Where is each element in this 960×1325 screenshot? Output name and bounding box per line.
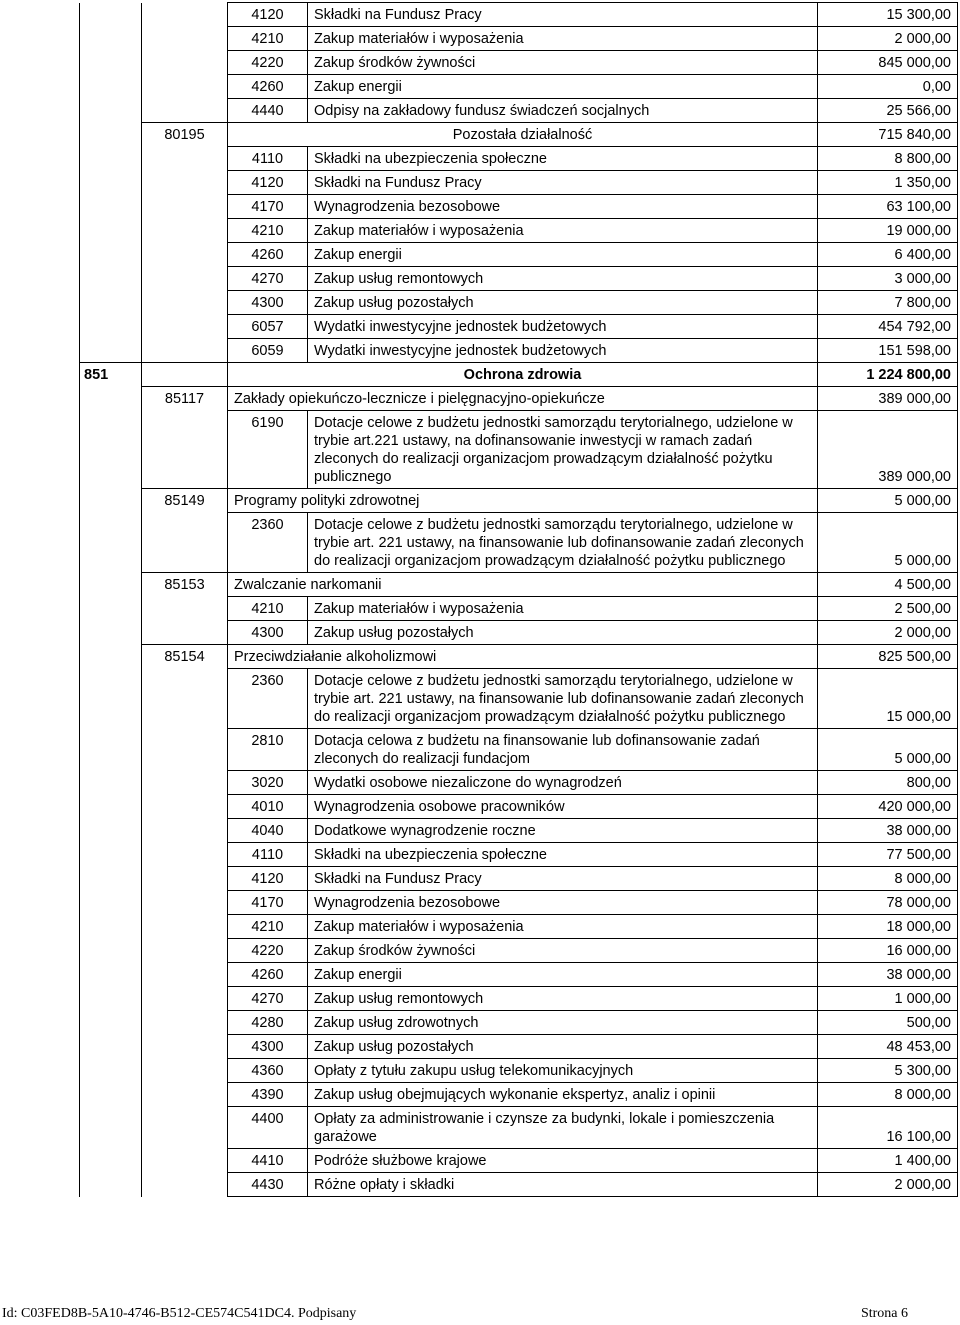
dzial-cell <box>80 339 142 363</box>
rozdzial-cell <box>142 867 228 891</box>
table-row <box>80 387 958 411</box>
table-row <box>80 621 958 645</box>
dzial-cell <box>80 573 142 597</box>
rozdzial-amount: 389 000,00 <box>818 387 958 411</box>
rozdzial-cell <box>142 1011 228 1035</box>
paragraf-amount: 3 000,00 <box>818 267 958 291</box>
table-row <box>80 363 958 387</box>
paragraf-name: Składki na ubezpieczenia społeczne <box>308 147 818 171</box>
paragraf-amount: 5 300,00 <box>818 1059 958 1083</box>
table-row <box>80 195 958 219</box>
dzial-cell <box>80 99 142 123</box>
table-row <box>80 1107 958 1149</box>
paragraf-amount: 800,00 <box>818 771 958 795</box>
dzial-cell <box>80 1107 142 1149</box>
paragraf-amount: 2 000,00 <box>818 1173 958 1197</box>
paragraf-code: 4440 <box>228 99 308 123</box>
rozdzial-cell <box>142 795 228 819</box>
rozdzial-cell <box>142 1149 228 1173</box>
rozdzial-cell <box>142 771 228 795</box>
rozdzial-name: Pozostała działalność <box>228 123 818 147</box>
paragraf-amount: 16 000,00 <box>818 939 958 963</box>
paragraf-name: Zakup usług obejmujących wykonanie ekspertyz, analiz i opinii <box>308 1083 818 1107</box>
dzial-cell <box>80 3 142 27</box>
rozdzial-cell <box>142 1059 228 1083</box>
dzial-cell <box>80 267 142 291</box>
rozdzial-name: Programy polityki zdrowotnej <box>228 489 818 513</box>
table-row <box>80 987 958 1011</box>
paragraf-code: 6190 <box>228 411 308 489</box>
table-row <box>80 771 958 795</box>
table-row <box>80 1149 958 1173</box>
rozdzial-name: Zakłady opiekuńczo-lecznicze i pielęgnacyjno-opiekuńcze <box>228 387 818 411</box>
paragraf-amount: 77 500,00 <box>818 843 958 867</box>
paragraf-code: 4210 <box>228 597 308 621</box>
paragraf-name: Opłaty z tytułu zakupu usług telekomunikacyjnych <box>308 1059 818 1083</box>
rozdzial-cell <box>142 669 228 729</box>
paragraf-name: Zakup usług zdrowotnych <box>308 1011 818 1035</box>
dzial-cell <box>80 411 142 489</box>
paragraf-amount: 38 000,00 <box>818 819 958 843</box>
rozdzial-cell <box>142 315 228 339</box>
paragraf-name: Odpisy na zakładowy fundusz świadczeń socjalnych <box>308 99 818 123</box>
paragraf-code: 4120 <box>228 171 308 195</box>
paragraf-name: Opłaty za administrowanie i czynsze za budynki, lokale i pomieszczenia garażowe <box>308 1107 818 1149</box>
dzial-cell <box>80 75 142 99</box>
dzial-cell <box>80 819 142 843</box>
table-row <box>80 939 958 963</box>
dzial-cell <box>80 1011 142 1035</box>
paragraf-name: Dotacje celowe z budżetu jednostki samorządu terytorialnego, udzielone w trybie art. 221 ustawy, na finansowanie lub dofinansowanie zadań zleconych do realizacji organizacjom prowadzącym działalność pożytku publicznego <box>308 669 818 729</box>
dzial-cell <box>80 1035 142 1059</box>
dzial-cell <box>80 489 142 513</box>
paragraf-name: Dotacja celowa z budżetu na finansowanie lub dofinansowanie zadań zleconych do realizacji fundacjom <box>308 729 818 771</box>
budget-table <box>79 2 958 1197</box>
paragraf-name: Zakup energii <box>308 75 818 99</box>
paragraf-amount: 1 400,00 <box>818 1149 958 1173</box>
paragraf-name: Zakup materiałów i wyposażenia <box>308 219 818 243</box>
paragraf-amount: 8 000,00 <box>818 867 958 891</box>
dzial-cell <box>80 315 142 339</box>
table-row <box>80 867 958 891</box>
paragraf-name: Zakup materiałów i wyposażenia <box>308 915 818 939</box>
dzial-cell <box>80 867 142 891</box>
table-row <box>80 795 958 819</box>
dzial-cell <box>80 171 142 195</box>
paragraf-name: Składki na Fundusz Pracy <box>308 171 818 195</box>
table-row <box>80 513 958 573</box>
rozdzial-amount: 5 000,00 <box>818 489 958 513</box>
rozdzial-cell <box>142 171 228 195</box>
rozdzial-cell <box>142 1173 228 1197</box>
rozdzial-cell <box>142 597 228 621</box>
dzial-cell <box>80 291 142 315</box>
paragraf-name: Wynagrodzenia bezosobowe <box>308 195 818 219</box>
table-row <box>80 27 958 51</box>
rozdzial-cell <box>142 1083 228 1107</box>
rozdzial-cell <box>142 219 228 243</box>
paragraf-code: 4220 <box>228 51 308 75</box>
paragraf-amount: 18 000,00 <box>818 915 958 939</box>
paragraf-amount: 19 000,00 <box>818 219 958 243</box>
dzial-cell <box>80 147 142 171</box>
paragraf-code: 4110 <box>228 147 308 171</box>
paragraf-code: 4400 <box>228 1107 308 1149</box>
rozdzial-cell <box>142 99 228 123</box>
paragraf-code: 4220 <box>228 939 308 963</box>
page-number: Strona 6 <box>860 1306 908 1321</box>
paragraf-code: 4010 <box>228 795 308 819</box>
dzial-cell <box>80 195 142 219</box>
paragraf-name: Składki na Fundusz Pracy <box>308 3 818 27</box>
paragraf-name: Wydatki osobowe niezaliczone do wynagrodzeń <box>308 771 818 795</box>
table-row <box>80 147 958 171</box>
table-row <box>80 267 958 291</box>
table-row <box>80 411 958 489</box>
paragraf-name: Zakup energii <box>308 243 818 267</box>
rozdzial-cell <box>142 1107 228 1149</box>
table-row <box>80 3 958 27</box>
rozdzial-cell <box>142 363 228 387</box>
paragraf-code: 6057 <box>228 315 308 339</box>
rozdzial-cell <box>142 939 228 963</box>
paragraf-amount: 6 400,00 <box>818 243 958 267</box>
paragraf-name: Wydatki inwestycyjne jednostek budżetowych <box>308 315 818 339</box>
rozdzial-code: 85117 <box>142 387 228 411</box>
paragraf-code: 4390 <box>228 1083 308 1107</box>
paragraf-code: 4260 <box>228 963 308 987</box>
paragraf-name: Zakup usług pozostałych <box>308 291 818 315</box>
table-row <box>80 597 958 621</box>
table-row <box>80 291 958 315</box>
rozdzial-cell <box>142 891 228 915</box>
table-row <box>80 891 958 915</box>
table-row <box>80 843 958 867</box>
paragraf-amount: 420 000,00 <box>818 795 958 819</box>
dzial-cell <box>80 987 142 1011</box>
rozdzial-amount: 4 500,00 <box>818 573 958 597</box>
table-row <box>80 1173 958 1197</box>
paragraf-amount: 48 453,00 <box>818 1035 958 1059</box>
paragraf-name: Zakup usług remontowych <box>308 987 818 1011</box>
paragraf-name: Składki na ubezpieczenia społeczne <box>308 843 818 867</box>
table-row <box>80 645 958 669</box>
paragraf-code: 4210 <box>228 219 308 243</box>
rozdzial-cell <box>142 195 228 219</box>
dzial-cell <box>80 915 142 939</box>
dzial-cell <box>80 645 142 669</box>
paragraf-code: 4300 <box>228 621 308 645</box>
paragraf-code: 4260 <box>228 243 308 267</box>
paragraf-name: Zakup energii <box>308 963 818 987</box>
paragraf-amount: 16 100,00 <box>818 1107 958 1149</box>
table-row <box>80 669 958 729</box>
dzial-cell <box>80 1149 142 1173</box>
paragraf-amount: 78 000,00 <box>818 891 958 915</box>
paragraf-amount: 5 000,00 <box>818 513 958 573</box>
paragraf-name: Dodatkowe wynagrodzenie roczne <box>308 819 818 843</box>
dzial-cell <box>80 51 142 75</box>
rozdzial-cell <box>142 513 228 573</box>
paragraf-code: 4210 <box>228 915 308 939</box>
paragraf-code: 4120 <box>228 867 308 891</box>
rozdzial-cell <box>142 1035 228 1059</box>
paragraf-code: 4260 <box>228 75 308 99</box>
dzial-cell <box>80 843 142 867</box>
paragraf-code: 4170 <box>228 891 308 915</box>
paragraf-amount: 5 000,00 <box>818 729 958 771</box>
document-id: Id: C03FED8B-5A10-4746-B512-CE574C541DC4. Podpisany <box>2 1306 357 1321</box>
rozdzial-code: 80195 <box>142 123 228 147</box>
paragraf-code: 4360 <box>228 1059 308 1083</box>
paragraf-name: Zakup środków żywności <box>308 939 818 963</box>
rozdzial-code: 85149 <box>142 489 228 513</box>
table-row <box>80 219 958 243</box>
rozdzial-cell <box>142 987 228 1011</box>
dzial-cell <box>80 123 142 147</box>
paragraf-amount: 2 000,00 <box>818 27 958 51</box>
paragraf-name: Zakup usług pozostałych <box>308 621 818 645</box>
paragraf-code: 4300 <box>228 1035 308 1059</box>
rozdzial-cell <box>142 621 228 645</box>
rozdzial-amount: 825 500,00 <box>818 645 958 669</box>
paragraf-amount: 25 566,00 <box>818 99 958 123</box>
paragraf-name: Różne opłaty i składki <box>308 1173 818 1197</box>
paragraf-name: Wynagrodzenia bezosobowe <box>308 891 818 915</box>
rozdzial-name: Zwalczanie narkomanii <box>228 573 818 597</box>
paragraf-code: 4270 <box>228 267 308 291</box>
dzial-code: 851 <box>80 363 142 387</box>
rozdzial-cell <box>142 291 228 315</box>
paragraf-amount: 845 000,00 <box>818 51 958 75</box>
paragraf-amount: 1 000,00 <box>818 987 958 1011</box>
table-row <box>80 963 958 987</box>
rozdzial-cell <box>142 843 228 867</box>
table-row <box>80 1059 958 1083</box>
rozdzial-name: Przeciwdziałanie alkoholizmowi <box>228 645 818 669</box>
rozdzial-cell <box>142 27 228 51</box>
table-row <box>80 915 958 939</box>
paragraf-code: 4300 <box>228 291 308 315</box>
dzial-cell <box>80 1059 142 1083</box>
table-row <box>80 729 958 771</box>
paragraf-code: 4270 <box>228 987 308 1011</box>
paragraf-code: 4280 <box>228 1011 308 1035</box>
paragraf-code: 2360 <box>228 513 308 573</box>
table-row <box>80 123 958 147</box>
dzial-cell <box>80 669 142 729</box>
rozdzial-cell <box>142 729 228 771</box>
table-row <box>80 315 958 339</box>
table-row <box>80 99 958 123</box>
dzial-cell <box>80 597 142 621</box>
paragraf-amount: 2 000,00 <box>818 621 958 645</box>
dzial-cell <box>80 963 142 987</box>
paragraf-code: 2810 <box>228 729 308 771</box>
paragraf-amount: 8 000,00 <box>818 1083 958 1107</box>
rozdzial-cell <box>142 75 228 99</box>
table-row <box>80 171 958 195</box>
dzial-cell <box>80 387 142 411</box>
paragraf-code: 4040 <box>228 819 308 843</box>
rozdzial-cell <box>142 243 228 267</box>
rozdzial-amount: 715 840,00 <box>818 123 958 147</box>
table-row <box>80 1035 958 1059</box>
table-row <box>80 243 958 267</box>
paragraf-name: Dotacje celowe z budżetu jednostki samorządu terytorialnego, udzielone w trybie art.221 ustawy, na dofinansowanie inwestycji w ramach zadań zleconych do realizacji organizacjom prowadzącym działalność pożytku publicznego <box>308 411 818 489</box>
dzial-cell <box>80 939 142 963</box>
paragraf-amount: 63 100,00 <box>818 195 958 219</box>
rozdzial-cell <box>142 819 228 843</box>
paragraf-name: Dotacje celowe z budżetu jednostki samorządu terytorialnego, udzielone w trybie art. 221 ustawy, na finansowanie lub dofinansowanie zadań zleconych do realizacji organizacjom prowadzącym działalność pożytku publicznego <box>308 513 818 573</box>
rozdzial-cell <box>142 411 228 489</box>
dzial-cell <box>80 243 142 267</box>
paragraf-code: 4110 <box>228 843 308 867</box>
rozdzial-cell <box>142 963 228 987</box>
paragraf-code: 4120 <box>228 3 308 27</box>
table-row <box>80 819 958 843</box>
paragraf-amount: 151 598,00 <box>818 339 958 363</box>
budget-table-body <box>80 3 958 1197</box>
paragraf-code: 4430 <box>228 1173 308 1197</box>
table-row <box>80 51 958 75</box>
paragraf-name: Zakup materiałów i wyposażenia <box>308 27 818 51</box>
dzial-cell <box>80 621 142 645</box>
paragraf-name: Zakup materiałów i wyposażenia <box>308 597 818 621</box>
rozdzial-cell <box>142 267 228 291</box>
paragraf-name: Składki na Fundusz Pracy <box>308 867 818 891</box>
table-row <box>80 573 958 597</box>
table-row <box>80 339 958 363</box>
paragraf-code: 4170 <box>228 195 308 219</box>
paragraf-amount: 7 800,00 <box>818 291 958 315</box>
paragraf-name: Podróże służbowe krajowe <box>308 1149 818 1173</box>
rozdzial-code: 85154 <box>142 645 228 669</box>
paragraf-code: 4410 <box>228 1149 308 1173</box>
paragraf-amount: 454 792,00 <box>818 315 958 339</box>
paragraf-amount: 0,00 <box>818 75 958 99</box>
paragraf-name: Zakup usług remontowych <box>308 267 818 291</box>
dzial-name: Ochrona zdrowia <box>228 363 818 387</box>
paragraf-amount: 1 350,00 <box>818 171 958 195</box>
paragraf-name: Zakup środków żywności <box>308 51 818 75</box>
paragraf-name: Wydatki inwestycyjne jednostek budżetowych <box>308 339 818 363</box>
dzial-cell <box>80 795 142 819</box>
dzial-cell <box>80 771 142 795</box>
paragraf-code: 6059 <box>228 339 308 363</box>
dzial-cell <box>80 1173 142 1197</box>
paragraf-amount: 2 500,00 <box>818 597 958 621</box>
paragraf-name: Zakup usług pozostałych <box>308 1035 818 1059</box>
dzial-amount: 1 224 800,00 <box>818 363 958 387</box>
dzial-cell <box>80 891 142 915</box>
table-row <box>80 1083 958 1107</box>
paragraf-code: 2360 <box>228 669 308 729</box>
paragraf-code: 3020 <box>228 771 308 795</box>
rozdzial-cell <box>142 51 228 75</box>
table-row <box>80 75 958 99</box>
dzial-cell <box>80 219 142 243</box>
paragraf-amount: 15 000,00 <box>818 669 958 729</box>
paragraf-code: 4210 <box>228 27 308 51</box>
paragraf-amount: 8 800,00 <box>818 147 958 171</box>
table-row <box>80 1011 958 1035</box>
dzial-cell <box>80 729 142 771</box>
rozdzial-code: 85153 <box>142 573 228 597</box>
paragraf-amount: 389 000,00 <box>818 411 958 489</box>
rozdzial-cell <box>142 339 228 363</box>
dzial-cell <box>80 513 142 573</box>
table-row <box>80 489 958 513</box>
rozdzial-cell <box>142 147 228 171</box>
paragraf-name: Wynagrodzenia osobowe pracowników <box>308 795 818 819</box>
paragraf-amount: 15 300,00 <box>818 3 958 27</box>
dzial-cell <box>80 1083 142 1107</box>
rozdzial-cell <box>142 915 228 939</box>
paragraf-amount: 500,00 <box>818 1011 958 1035</box>
dzial-cell <box>80 27 142 51</box>
rozdzial-cell <box>142 3 228 27</box>
paragraf-amount: 38 000,00 <box>818 963 958 987</box>
